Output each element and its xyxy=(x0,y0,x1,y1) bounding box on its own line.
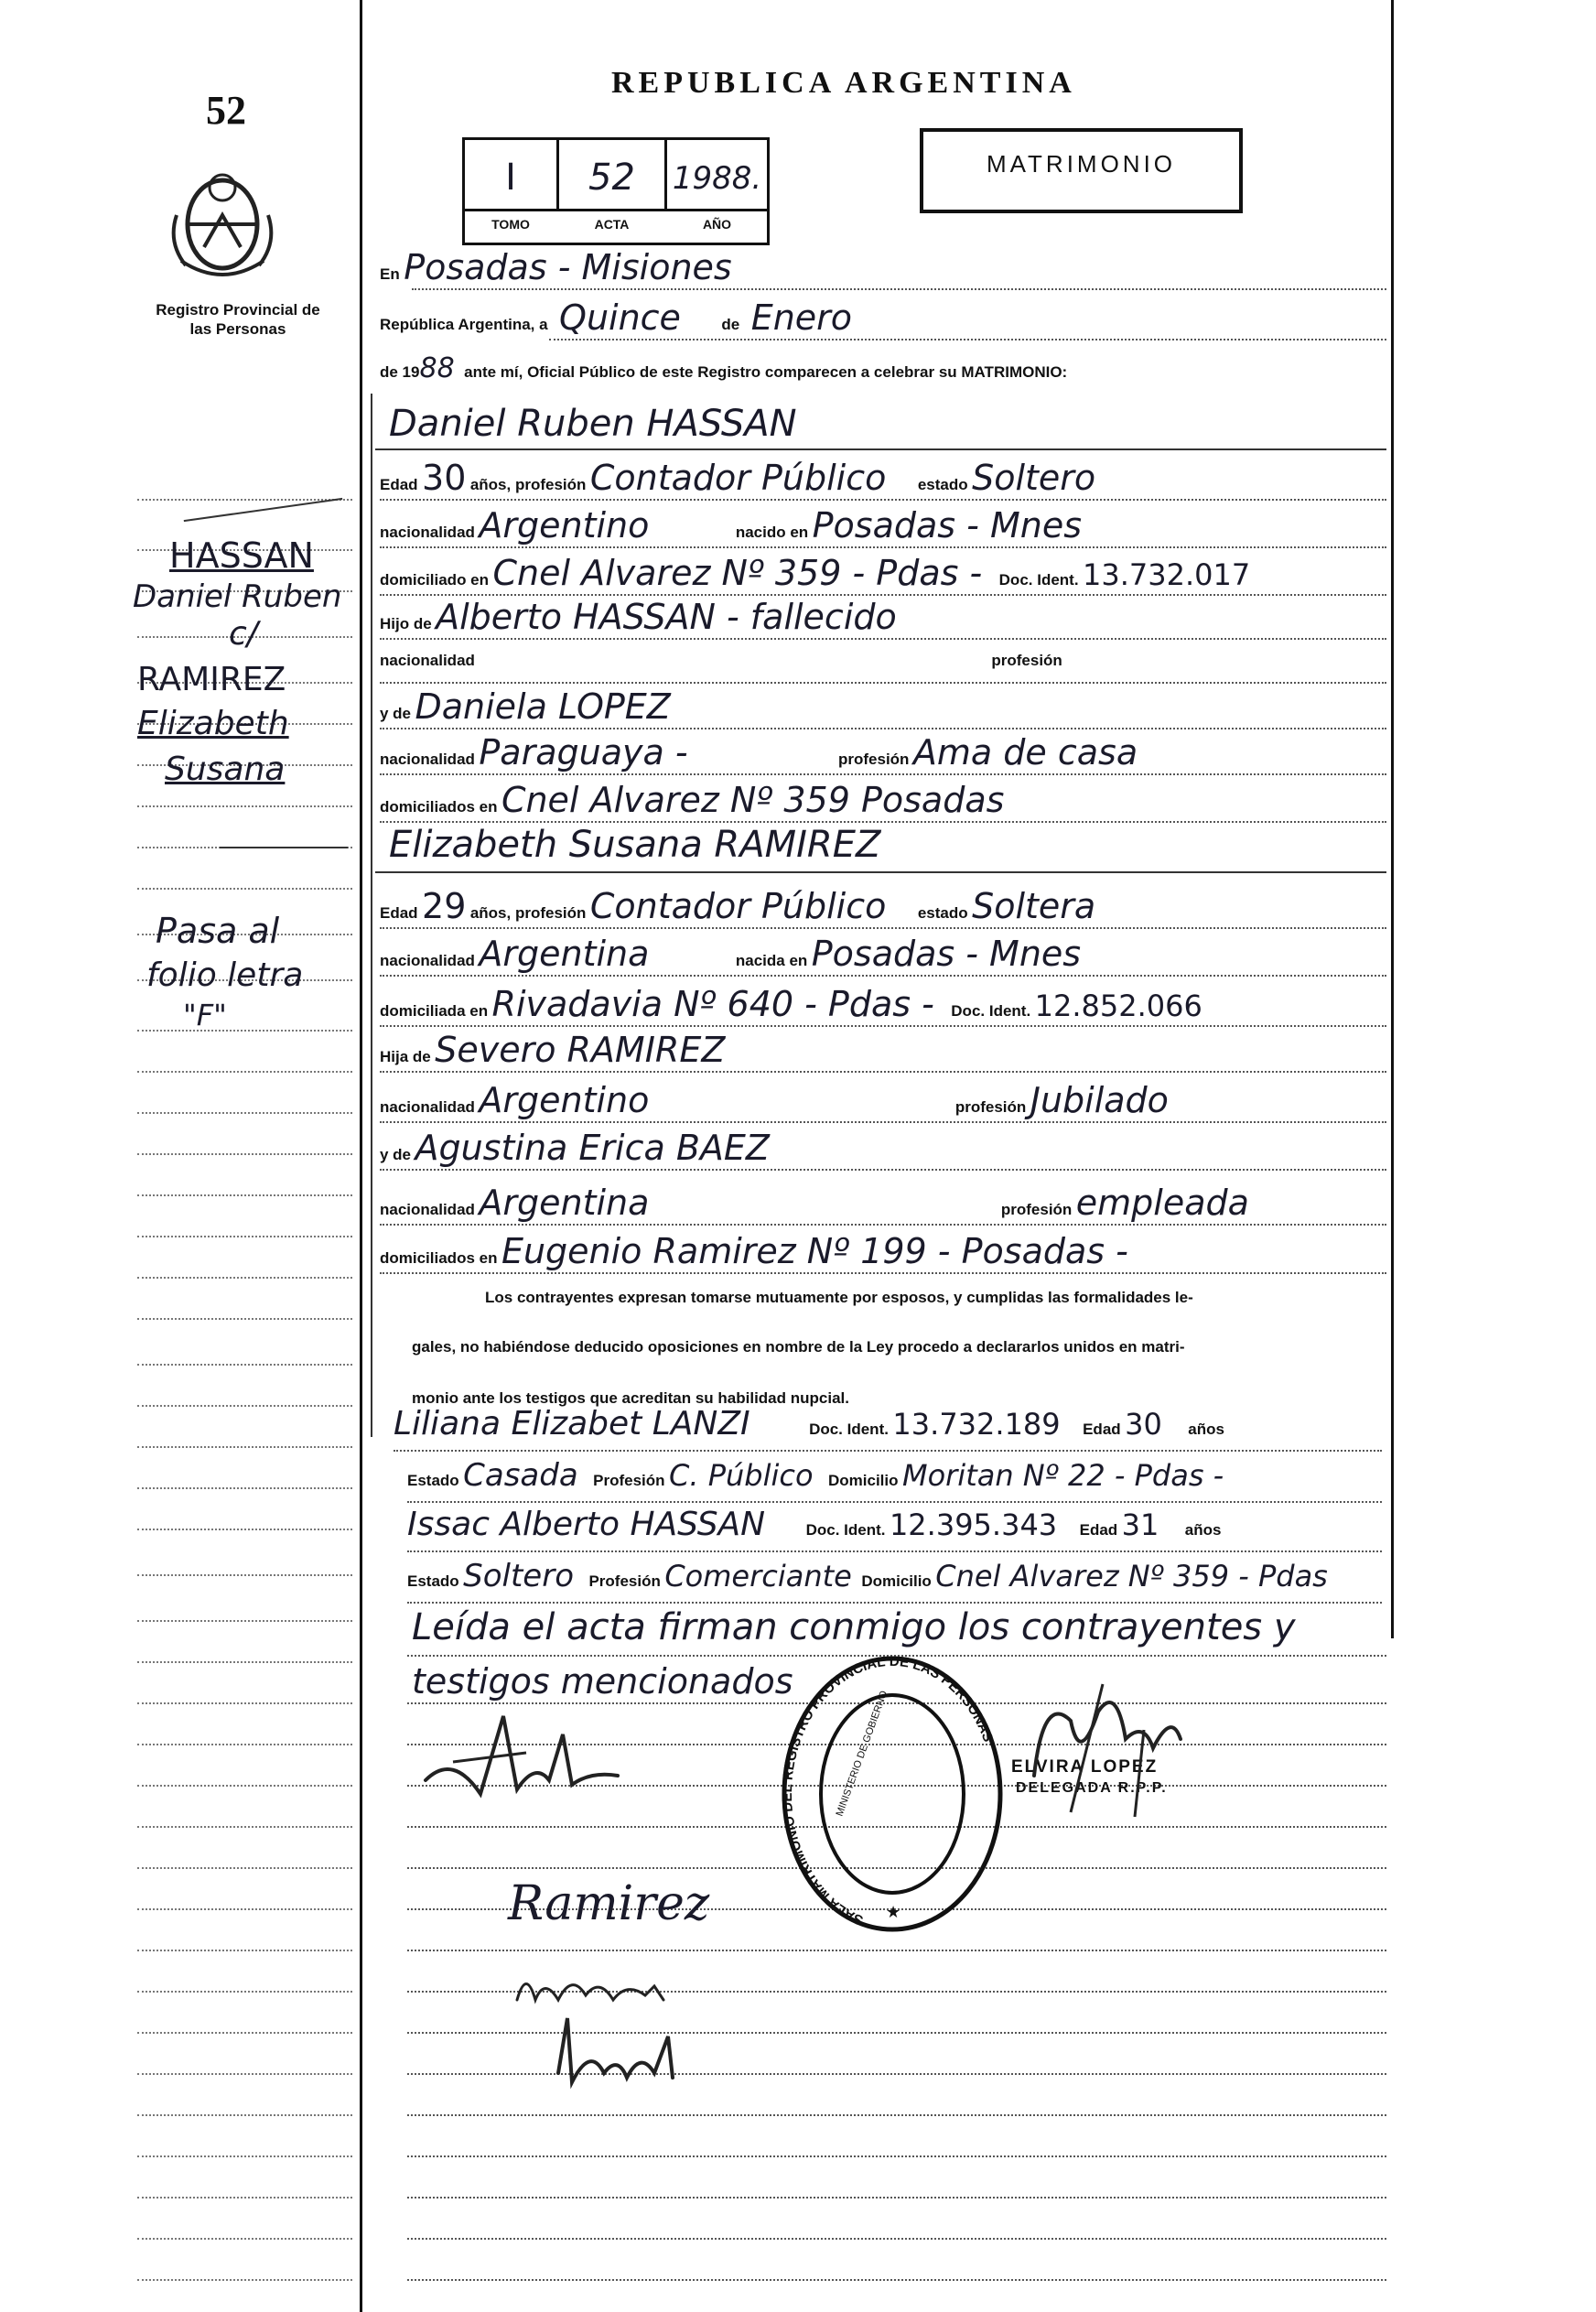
c2-estado-label: estado xyxy=(917,904,968,922)
signature-ramirez: Ramirez xyxy=(508,1876,710,1931)
t1-domicilio: Moritan Nº 22 - Pdas - xyxy=(901,1458,1224,1493)
t2-prof-label: Profesión xyxy=(588,1572,661,1590)
c1-doc-label: Doc. Ident. xyxy=(998,571,1079,589)
c2-madre-prof-label: profesión xyxy=(1000,1201,1073,1218)
c2-padre: Severo RAMIREZ xyxy=(435,1030,726,1070)
c2-anos-prof-label: años, profesión xyxy=(469,904,587,922)
t1-edad-label: Edad xyxy=(1083,1421,1121,1438)
c1-madre-prof-label: profesión xyxy=(838,751,910,768)
c2-nombre: Elizabeth Susana RAMIREZ xyxy=(389,824,881,866)
c1-madre-nac: Paraguaya - xyxy=(479,732,688,772)
c1-madre-nac-label: nacionalidad xyxy=(380,751,475,768)
de-19-label: de 19 xyxy=(380,363,420,381)
margin-conjunction: c/ xyxy=(229,615,258,653)
fecha-de-label: de xyxy=(721,316,740,333)
c2-estado: Soltera xyxy=(972,886,1096,926)
coat-of-arms-icon xyxy=(163,160,282,284)
c1-madre-prof: Ama de casa xyxy=(912,732,1138,772)
t1-dom-label: Domicilio xyxy=(827,1472,899,1489)
fecha-dia: Quince xyxy=(559,297,681,338)
signature-contrayente-1 xyxy=(416,1698,636,1826)
c2-nacida-label: nacida en xyxy=(735,952,808,969)
c1-padre-nac-label: nacionalidad xyxy=(380,652,475,669)
c2-nacida: Posadas - Mnes xyxy=(811,934,1082,974)
t2-domicilio: Cnel Alvarez Nº 359 - Pdas xyxy=(935,1559,1328,1594)
c2-padres-dom: Eugenio Ramirez Nº 199 - Posadas - xyxy=(501,1231,1128,1271)
margin-name2-surname: RAMIREZ xyxy=(137,661,286,698)
c2-nacionalidad: Argentina xyxy=(479,934,650,974)
t1-profesion: C. Público xyxy=(669,1458,814,1493)
en-label: En xyxy=(380,265,400,283)
doc-type-box xyxy=(920,128,1243,213)
t2-edad-label: Edad xyxy=(1079,1521,1118,1539)
c1-doc: 13.732.017 xyxy=(1083,557,1251,592)
t2-nombre: Issac Alberto HASSAN xyxy=(407,1506,766,1543)
c2-dom-label: domiciliada en xyxy=(380,1002,489,1020)
tomo-label: TOMO xyxy=(491,217,530,232)
ano-label: AÑO xyxy=(702,217,732,232)
cierre-line1: Leída el acta firman conmigo los contrayentes y xyxy=(412,1606,1296,1648)
republica-label: República Argentina, a xyxy=(380,316,548,333)
c2-madre-nac-label: nacionalidad xyxy=(380,1201,475,1218)
t2-doc: 12.395.343 xyxy=(889,1507,1058,1542)
c1-domicilio: Cnel Alvarez Nº 359 - Pdas - xyxy=(492,553,983,593)
c1-nacido: Posadas - Mnes xyxy=(812,505,1083,546)
c1-madre: Daniela LOPEZ xyxy=(415,686,671,727)
official-seal xyxy=(778,1652,1007,1936)
acta-label: ACTA xyxy=(594,217,630,232)
t2-estado-label: Estado xyxy=(407,1572,459,1590)
c2-domicilio: Rivadavia Nº 640 - Pdas - xyxy=(491,984,934,1024)
lugar-value: Posadas - Misiones xyxy=(404,247,732,287)
stamp-line1: ELVIRA LOPEZ xyxy=(1011,1757,1159,1777)
c1-hijo-label: Hijo de xyxy=(380,615,432,632)
doc-type-label: MATRIMONIO xyxy=(986,150,1177,178)
margin-name2-given1: Elizabeth xyxy=(137,705,289,742)
formula-line2: gales, no habiéndose deducido oposiciones en nombre de la Ley procedo a declararlos unidos en matri- xyxy=(412,1338,1185,1356)
signature-delegada xyxy=(1016,1666,1199,1821)
column-divider xyxy=(360,0,362,2312)
t1-estado-label: Estado xyxy=(407,1472,459,1489)
page-edge-line xyxy=(1391,0,1394,1638)
c1-dom-label: domiciliado en xyxy=(380,571,490,589)
c1-edad: 30 xyxy=(422,458,467,498)
margin-name1-surname: HASSAN xyxy=(169,535,314,576)
formula-line1: Los contrayentes expresan tomarse mutuamente por esposos, y cumplidas las formalidades le- xyxy=(485,1289,1193,1306)
c2-edad-label: Edad xyxy=(380,904,418,922)
c2-nac-label: nacionalidad xyxy=(380,952,475,969)
c1-nacionalidad: Argentino xyxy=(479,505,650,546)
c1-anos-prof-label: años, profesión xyxy=(469,476,587,493)
c1-edad-label: Edad xyxy=(380,476,418,493)
margin-name1-given: Daniel Ruben xyxy=(133,578,342,615)
t1-nombre: Liliana Elizabet LANZI xyxy=(394,1405,750,1442)
t2-doc-label: Doc. Ident. xyxy=(805,1521,886,1539)
acta-value: 52 xyxy=(588,157,635,199)
c2-profesion: Contador Público xyxy=(589,886,887,926)
t2-edad: 31 xyxy=(1121,1507,1159,1542)
t2-estado: Soltero xyxy=(463,1558,574,1594)
margin-pasa-line2: folio letra xyxy=(146,956,304,994)
c2-padre-nac: Argentino xyxy=(479,1080,650,1120)
t1-doc-label: Doc. Ident. xyxy=(809,1421,889,1438)
tomo-value: I xyxy=(505,157,516,199)
c1-nombre: Daniel Ruben HASSAN xyxy=(389,403,797,445)
c1-estado-label: estado xyxy=(917,476,968,493)
c1-profesion: Contador Público xyxy=(589,458,887,498)
t2-profesion: Comerciante xyxy=(664,1559,852,1594)
t1-prof-label: Profesión xyxy=(593,1472,665,1489)
page-number: 52 xyxy=(206,88,246,133)
t2-anos-label: años xyxy=(1184,1521,1222,1539)
c2-padres-dom-label: domiciliados en xyxy=(380,1249,498,1267)
form-left-line xyxy=(371,394,372,1437)
country-title: REPUBLICA ARGENTINA xyxy=(611,66,1076,100)
t2-dom-label: Domicilio xyxy=(861,1572,932,1590)
c2-hija-label: Hija de xyxy=(380,1048,431,1065)
signature-testigo-2 xyxy=(540,2009,696,2101)
c1-nacido-label: nacido en xyxy=(735,524,809,541)
c1-padres-dom-label: domiciliados en xyxy=(380,798,498,816)
c2-padre-nac-label: nacionalidad xyxy=(380,1098,475,1116)
intro-text: ante mí, Oficial Público de este Registro comparecen a celebrar su MATRIMONIO: xyxy=(464,363,1068,381)
cierre-line2: testigos mencionados xyxy=(412,1661,793,1702)
seal-outer-text: SALA MATRIMONIO DEL REGISTRO PROVINCIAL DE LAS PERSONAS xyxy=(779,1653,997,1928)
svg-text:★: ★ xyxy=(886,1903,901,1922)
c1-nac-label: nacionalidad xyxy=(380,524,475,541)
c1-padres-dom: Cnel Alvarez Nº 359 Posadas xyxy=(501,780,1005,820)
c1-yde-label: y de xyxy=(380,705,412,722)
acta-box xyxy=(462,137,770,245)
c1-padre-prof-label: profesión xyxy=(991,652,1062,669)
t1-anos-label: años xyxy=(1188,1421,1224,1438)
c2-padre-prof-label: profesión xyxy=(954,1098,1027,1116)
t1-doc: 13.732.189 xyxy=(892,1407,1061,1442)
c2-yde-label: y de xyxy=(380,1146,412,1163)
margin-name2-given2: Susana xyxy=(165,751,286,788)
registry-name: Registro Provincial de las Personas xyxy=(156,301,320,338)
fecha-mes: Enero xyxy=(750,297,853,338)
margin-pasa-line1: Pasa al xyxy=(156,911,280,951)
stamp-line2: DELEGADA R.P.P. xyxy=(1016,1780,1168,1796)
c2-madre-nac: Argentina xyxy=(479,1183,650,1223)
c2-doc: 12.852.066 xyxy=(1034,989,1202,1023)
t1-edad: 30 xyxy=(1125,1407,1162,1442)
t1-estado: Casada xyxy=(463,1457,578,1494)
c2-padre-prof: Jubilado xyxy=(1030,1080,1169,1120)
c1-estado: Soltero xyxy=(972,458,1096,498)
c2-madre-prof: empleada xyxy=(1075,1183,1249,1223)
intro-anio: 88 xyxy=(419,352,455,384)
ano-value: 1988. xyxy=(672,160,762,197)
c1-padre: Alberto HASSAN - fallecido xyxy=(436,597,897,637)
formula-line3: monio ante los testigos que acreditan su habilidad nupcial. xyxy=(412,1389,849,1407)
c2-doc-label: Doc. Ident. xyxy=(951,1002,1031,1020)
c2-edad: 29 xyxy=(422,886,467,926)
seal-inner-text: MINISTERIO DE GOBIERNO xyxy=(834,1689,890,1819)
c2-madre: Agustina Erica BAEZ xyxy=(415,1128,770,1168)
margin-pasa-line3: "F" xyxy=(183,998,227,1032)
